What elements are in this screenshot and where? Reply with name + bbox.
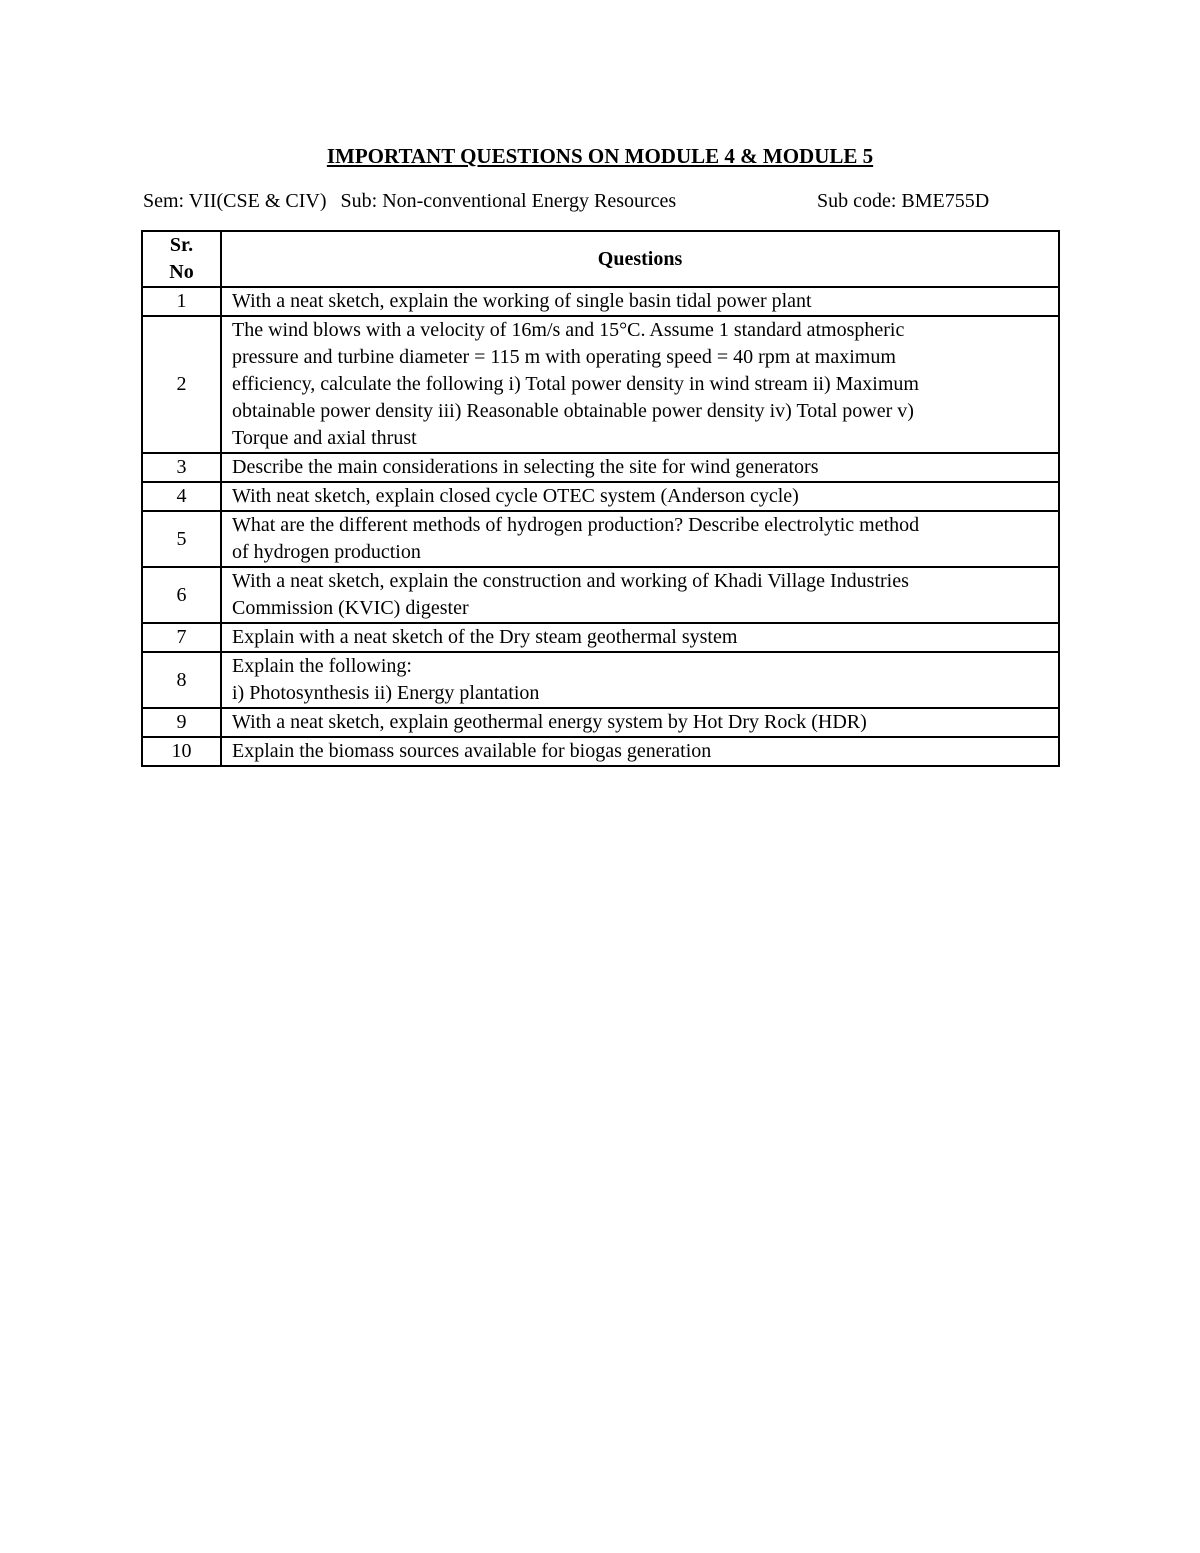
question-text-line: Explain the following: — [232, 655, 412, 677]
question-text-line: Explain the biomass sources available for biogas generation — [232, 740, 712, 762]
table-row — [142, 652, 1059, 708]
sr-no-cell: 10 — [142, 737, 221, 766]
subject-code-label: Sub code: BME755D — [817, 190, 990, 212]
header-sr-no — [142, 231, 221, 287]
semester-label: Sem: VII(CSE & CIV) — [143, 190, 327, 212]
question-text-line: obtainable power density iii) Reasonable obtainable power density iv) Total power v) — [232, 400, 914, 422]
table-row — [142, 623, 1059, 652]
question-cell — [221, 482, 1059, 511]
sr-no-cell: 4 — [142, 482, 221, 511]
question-text-line: Torque and axial thrust — [232, 427, 417, 449]
table-row — [142, 708, 1059, 737]
question-text-line: efficiency, calculate the following i) Total power density in wind stream ii) Maximum — [232, 373, 919, 395]
question-cell — [221, 453, 1059, 482]
question-cell — [221, 737, 1059, 766]
questions-table — [141, 230, 1060, 767]
table-row — [142, 453, 1059, 482]
question-text-line: Explain with a neat sketch of the Dry steam geothermal system — [232, 626, 738, 648]
question-text-line: What are the different methods of hydrogen production? Describe electrolytic method — [232, 514, 920, 536]
question-text-line: Commission (KVIC) digester — [232, 597, 469, 619]
table-row — [142, 737, 1059, 766]
subject-label: Sub: Non-conventional Energy Resources — [340, 190, 677, 212]
question-text-line: With neat sketch, explain closed cycle OTEC system (Anderson cycle) — [232, 485, 799, 507]
table-row — [142, 482, 1059, 511]
question-cell — [221, 708, 1059, 737]
table-body — [142, 287, 1059, 766]
sr-no-cell: 5 — [142, 511, 221, 567]
table-row — [142, 316, 1059, 453]
table-header-row — [142, 231, 1059, 287]
sr-no-cell: 6 — [142, 567, 221, 623]
question-text-line: of hydrogen production — [232, 541, 421, 563]
sr-no-cell: 2 — [142, 316, 221, 453]
sr-no-cell: 8 — [142, 652, 221, 708]
question-text-line: i) Photosynthesis ii) Energy plantation — [232, 682, 540, 704]
question-text-line: With a neat sketch, explain geothermal energy system by Hot Dry Rock (HDR) — [232, 711, 867, 733]
question-cell — [221, 287, 1059, 316]
header-sr-line2: No — [169, 261, 194, 283]
question-cell — [221, 623, 1059, 652]
sr-no-cell: 7 — [142, 623, 221, 652]
question-cell — [221, 316, 1059, 453]
question-text-line: With a neat sketch, explain the working of single basin tidal power plant — [232, 290, 812, 312]
question-cell — [221, 567, 1059, 623]
header-sr-line1: Sr. — [169, 234, 194, 256]
question-text-line: Describe the main considerations in selecting the site for wind generators — [232, 456, 819, 478]
question-text-line: The wind blows with a velocity of 16m/s and 15°C. Assume 1 standard atmospheric — [232, 319, 905, 341]
table-row — [142, 567, 1059, 623]
question-cell — [221, 652, 1059, 708]
question-text-line: pressure and turbine diameter = 115 m with operating speed = 40 rpm at maximum — [232, 346, 896, 368]
header-questions: Questions — [221, 231, 1059, 287]
sr-no-cell: 9 — [142, 708, 221, 737]
page-title: IMPORTANT QUESTIONS ON MODULE 4 & MODULE 5 — [326, 144, 874, 168]
sr-no-cell: 1 — [142, 287, 221, 316]
sr-no-cell: 3 — [142, 453, 221, 482]
table-row — [142, 287, 1059, 316]
table-row — [142, 511, 1059, 567]
question-text-line: With a neat sketch, explain the construction and working of Khadi Village Industries — [232, 570, 909, 592]
question-cell — [221, 511, 1059, 567]
meta-line — [143, 187, 1043, 215]
